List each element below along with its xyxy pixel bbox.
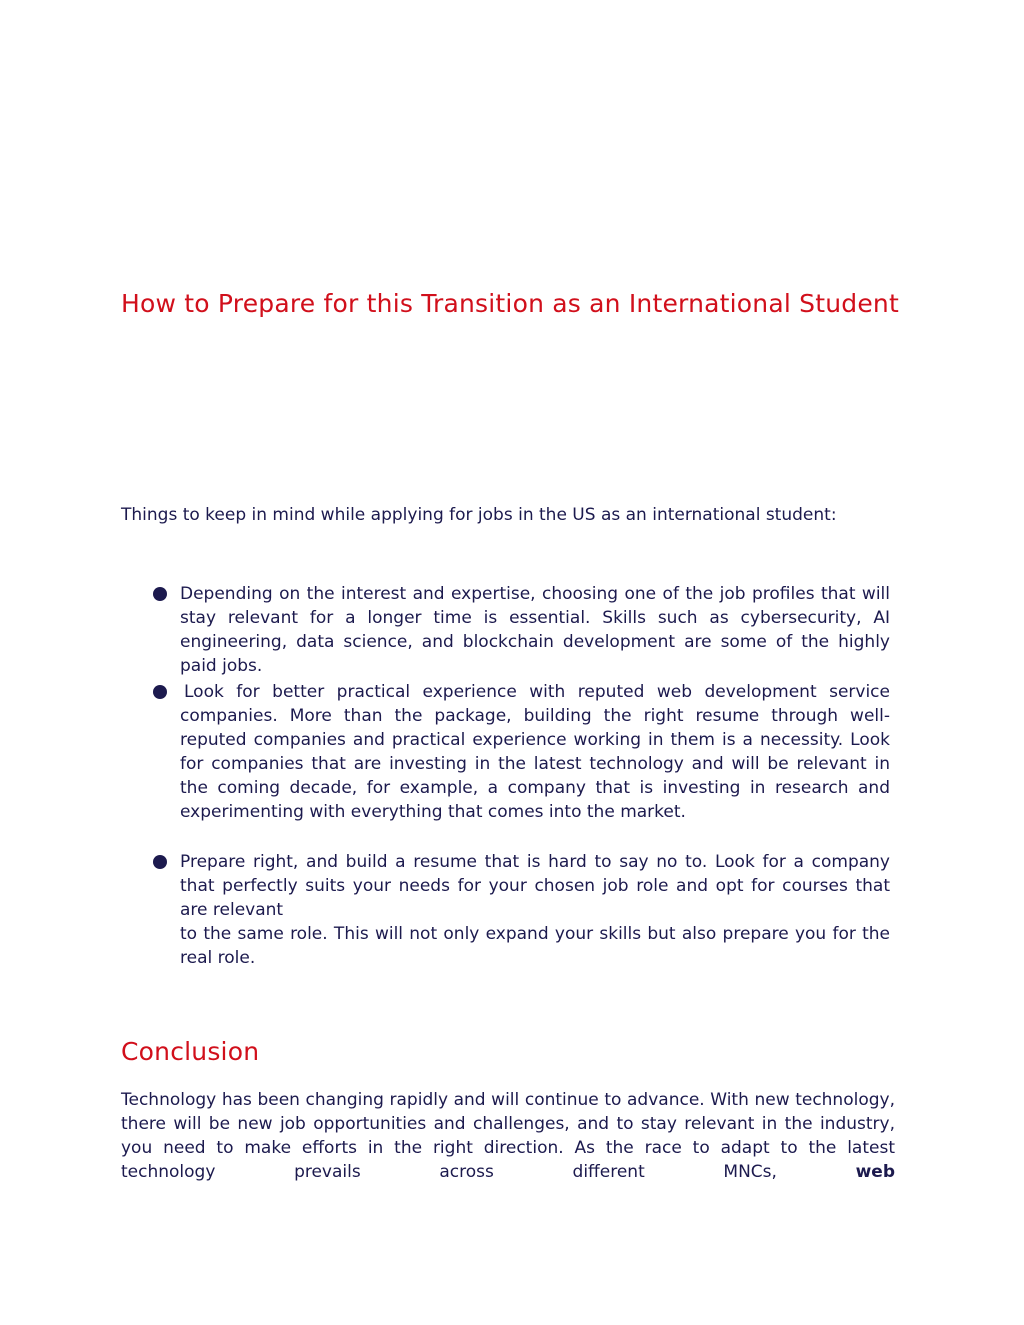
list-item	[150, 582, 890, 678]
web-link[interactable]: web	[855, 1162, 895, 1182]
list-item	[150, 680, 890, 824]
bullet-text: Prepare right, and build a resume that is hard to say no to. Look for a company that perfectly suits your needs for your chosen job role and opt for courses that are relevant	[180, 852, 890, 920]
bullet-text: Look for better practical experience with reputed web development service companies. More than the package, building the right resume through well-reputed companies and practical experience working in them is a necessity. Look for companies that are investing in the latest technology and will be relevant in the coming decade, for example, a company that is investing in research and experimenting with everything that comes into the market.	[180, 682, 890, 822]
bullet-text: Depending on the interest and expertise, choosing one of the job profiles that will stay relevant for a longer time is essential. Skills such as cybersecurity, AI engineering, data science, and blockchain development are some of the highly paid jobs.	[180, 584, 890, 676]
bullet-dot-icon	[153, 855, 167, 869]
bullet-dot-icon	[153, 587, 167, 601]
list-item	[150, 850, 890, 970]
conclusion-text: Technology has been changing rapidly and will continue to advance. With new technology, there will be new job opportunities and challenges, and to stay relevant in the industry, you need to make efforts in the right direction. As the race to adapt to the latest technology prevails across different MNCs,	[121, 1090, 895, 1182]
section-heading: How to Prepare for this Transition as an International Student	[121, 289, 899, 318]
intro-paragraph: Things to keep in mind while applying for jobs in the US as an international student:	[121, 505, 837, 525]
bullet-text-continuation: to the same role. This will not only expand your skills but also prepare you for the real role.	[180, 924, 890, 968]
conclusion-paragraph	[121, 1088, 895, 1184]
bullet-list	[150, 582, 890, 970]
bullet-dot-icon	[153, 685, 167, 699]
conclusion-heading: Conclusion	[121, 1037, 260, 1066]
